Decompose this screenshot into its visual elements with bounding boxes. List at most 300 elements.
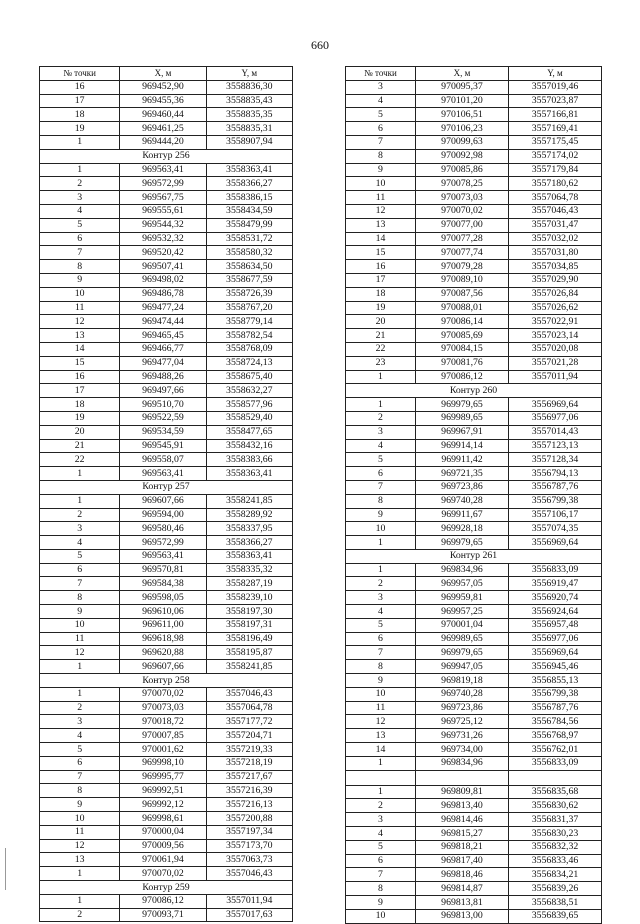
- table-row: [40, 839, 293, 853]
- table-row: [40, 398, 293, 412]
- y-coordinate-cell: 3558477,65: [206, 425, 292, 439]
- table-row: [346, 646, 602, 660]
- contour-label: Контур 259: [40, 881, 293, 895]
- point-number-cell: 7: [40, 577, 120, 591]
- contour-label: Контур 257: [40, 480, 293, 494]
- table-row: [40, 384, 293, 398]
- y-coordinate-cell: 3557020,08: [509, 342, 602, 356]
- x-coordinate-cell: 969818,21: [416, 840, 509, 854]
- y-coordinate-cell: 3557014,43: [509, 425, 602, 439]
- header-y: Y, м: [509, 67, 602, 81]
- y-coordinate-cell: 3557021,28: [509, 356, 602, 370]
- x-coordinate-cell: 969817,40: [416, 854, 509, 868]
- x-coordinate-cell: 969740,28: [416, 494, 509, 508]
- table-row: [40, 425, 293, 439]
- point-number-cell: 2: [40, 908, 120, 922]
- y-coordinate-cell: 3557218,19: [206, 756, 292, 770]
- point-number-cell: 18: [40, 398, 120, 412]
- table-row: [346, 508, 602, 522]
- x-coordinate-cell: 970101,20: [416, 94, 509, 108]
- point-number-cell: 12: [346, 715, 416, 729]
- y-coordinate-cell: 3558836,30: [206, 80, 292, 94]
- y-coordinate-cell: 3556830,62: [509, 799, 602, 813]
- y-coordinate-cell: 3557166,81: [509, 108, 602, 122]
- point-number-cell: 7: [346, 135, 416, 149]
- table-row: [346, 687, 602, 701]
- y-coordinate-cell: 3558677,59: [206, 273, 292, 287]
- table-row: [40, 577, 293, 591]
- point-number-cell: 22: [346, 342, 416, 356]
- table-row: [346, 840, 602, 854]
- table-row: [346, 756, 602, 770]
- y-coordinate-cell: 3557173,70: [206, 839, 292, 853]
- y-coordinate-cell: 3556835,68: [509, 785, 602, 799]
- table-row: [40, 715, 293, 729]
- point-number-cell: 13: [40, 329, 120, 343]
- y-coordinate-cell: 3558634,50: [206, 260, 292, 274]
- empty-cell: [416, 770, 509, 785]
- y-coordinate-cell: 3557179,84: [509, 163, 602, 177]
- point-number-cell: 17: [40, 94, 120, 108]
- coordinates-table-left: [39, 66, 293, 922]
- table-row: [40, 894, 293, 908]
- table-row: [346, 398, 602, 412]
- table-row: [40, 467, 293, 481]
- y-coordinate-cell: 3558529,40: [206, 411, 292, 425]
- table-row: [346, 715, 602, 729]
- margin-line: [5, 848, 6, 890]
- x-coordinate-cell: 970077,28: [416, 232, 509, 246]
- table-row: [40, 701, 293, 715]
- y-coordinate-cell: 3558241,85: [206, 660, 292, 674]
- contour-header-row: [40, 674, 293, 688]
- table-row: [40, 563, 293, 577]
- x-coordinate-cell: 969532,32: [120, 232, 206, 246]
- point-number-cell: 1: [346, 756, 416, 770]
- table-row: [346, 356, 602, 370]
- x-coordinate-cell: 969992,12: [120, 798, 206, 812]
- point-number-cell: 8: [346, 494, 416, 508]
- x-coordinate-cell: 969979,65: [416, 646, 509, 660]
- table-row: [346, 577, 602, 591]
- point-number-cell: 3: [40, 522, 120, 536]
- point-number-cell: 6: [346, 854, 416, 868]
- y-coordinate-cell: 3557175,45: [509, 135, 602, 149]
- y-coordinate-cell: 3557046,43: [206, 867, 292, 881]
- y-coordinate-cell: 3557046,43: [206, 687, 292, 701]
- y-coordinate-cell: 3558335,32: [206, 563, 292, 577]
- x-coordinate-cell: 969611,00: [120, 618, 206, 632]
- x-coordinate-cell: 969914,14: [416, 439, 509, 453]
- table-row: [40, 632, 293, 646]
- table-row: [346, 218, 602, 232]
- x-coordinate-cell: 969461,25: [120, 122, 206, 136]
- x-coordinate-cell: 969723,86: [416, 701, 509, 715]
- table-row: [346, 729, 602, 743]
- point-number-cell: 14: [40, 342, 120, 356]
- point-number-cell: 1: [346, 785, 416, 799]
- y-coordinate-cell: 3558197,30: [206, 605, 292, 619]
- x-coordinate-cell: 969572,99: [120, 536, 206, 550]
- table-row: [346, 494, 602, 508]
- point-number-cell: 13: [346, 729, 416, 743]
- y-coordinate-cell: 3557123,13: [509, 439, 602, 453]
- point-number-cell: 1: [346, 563, 416, 577]
- x-coordinate-cell: 969979,65: [416, 398, 509, 412]
- point-number-cell: 18: [40, 108, 120, 122]
- point-number-cell: 9: [40, 273, 120, 287]
- y-coordinate-cell: 3556969,64: [509, 398, 602, 412]
- x-coordinate-cell: 969967,91: [416, 425, 509, 439]
- point-number-cell: 7: [346, 480, 416, 494]
- y-coordinate-cell: 3558835,43: [206, 94, 292, 108]
- y-coordinate-cell: 3556920,74: [509, 591, 602, 605]
- table-row: [40, 287, 293, 301]
- y-coordinate-cell: 3557022,91: [509, 315, 602, 329]
- table-row: [346, 632, 602, 646]
- x-coordinate-cell: 969734,00: [416, 743, 509, 757]
- table-row: [40, 853, 293, 867]
- x-coordinate-cell: 969813,81: [416, 896, 509, 910]
- y-coordinate-cell: 3557023,87: [509, 94, 602, 108]
- table-row: [346, 522, 602, 536]
- point-number-cell: 16: [40, 80, 120, 94]
- point-number-cell: 6: [346, 467, 416, 481]
- point-number-cell: 8: [40, 591, 120, 605]
- x-coordinate-cell: 969567,75: [120, 191, 206, 205]
- y-coordinate-cell: 3557128,34: [509, 453, 602, 467]
- x-coordinate-cell: 969563,41: [120, 549, 206, 563]
- table-row: [346, 453, 602, 467]
- point-number-cell: 1: [40, 660, 120, 674]
- point-number-cell: 10: [346, 177, 416, 191]
- table-row: [40, 549, 293, 563]
- x-coordinate-cell: 970084,15: [416, 342, 509, 356]
- table-row: [40, 508, 293, 522]
- point-number-cell: 3: [40, 715, 120, 729]
- x-coordinate-cell: 969607,66: [120, 660, 206, 674]
- table-row: [346, 882, 602, 896]
- y-coordinate-cell: 3558675,40: [206, 370, 292, 384]
- table-row: [346, 868, 602, 882]
- x-coordinate-cell: 969834,96: [416, 756, 509, 770]
- table-row: [346, 122, 602, 136]
- table-row: [40, 522, 293, 536]
- y-coordinate-cell: 3557174,02: [509, 149, 602, 163]
- table-row: [346, 854, 602, 868]
- x-coordinate-cell: 969809,81: [416, 785, 509, 799]
- y-coordinate-cell: 3558386,15: [206, 191, 292, 205]
- table-row: [40, 536, 293, 550]
- table-row: [346, 370, 602, 384]
- x-coordinate-cell: 969474,44: [120, 315, 206, 329]
- table-row: [346, 177, 602, 191]
- point-number-cell: 2: [346, 411, 416, 425]
- x-coordinate-cell: 969486,78: [120, 287, 206, 301]
- table-row: [40, 342, 293, 356]
- y-coordinate-cell: 3558767,20: [206, 301, 292, 315]
- table-row: [346, 439, 602, 453]
- point-number-cell: 4: [346, 439, 416, 453]
- table-row: [346, 480, 602, 494]
- point-number-cell: 17: [346, 273, 416, 287]
- point-number-cell: 2: [40, 508, 120, 522]
- x-coordinate-cell: 970018,72: [120, 715, 206, 729]
- point-number-cell: 4: [40, 729, 120, 743]
- table-row: [40, 591, 293, 605]
- x-coordinate-cell: 969815,27: [416, 827, 509, 841]
- y-coordinate-cell: 3556833,46: [509, 854, 602, 868]
- header-x: X, м: [120, 67, 206, 81]
- point-number-cell: 19: [40, 122, 120, 136]
- table-row: [346, 660, 602, 674]
- point-number-cell: 13: [346, 218, 416, 232]
- point-number-cell: 10: [40, 618, 120, 632]
- x-coordinate-cell: 969455,36: [120, 94, 206, 108]
- table-row: [40, 163, 293, 177]
- x-coordinate-cell: 969477,24: [120, 301, 206, 315]
- x-coordinate-cell: 969959,81: [416, 591, 509, 605]
- table-row: [40, 94, 293, 108]
- point-number-cell: 22: [40, 453, 120, 467]
- x-coordinate-cell: 970077,74: [416, 246, 509, 260]
- table-row: [40, 494, 293, 508]
- table-row: [40, 687, 293, 701]
- point-number-cell: 5: [346, 108, 416, 122]
- table-row: [346, 260, 602, 274]
- contour-label: Контур 260: [346, 384, 602, 398]
- table-row: [346, 743, 602, 757]
- point-number-cell: 23: [346, 356, 416, 370]
- x-coordinate-cell: 969814,87: [416, 882, 509, 896]
- point-number-cell: 4: [346, 94, 416, 108]
- y-coordinate-cell: 3556977,06: [509, 632, 602, 646]
- x-coordinate-cell: 969928,18: [416, 522, 509, 536]
- y-coordinate-cell: 3558366,27: [206, 177, 292, 191]
- point-number-cell: 12: [40, 839, 120, 853]
- contour-label: Контур 261: [346, 549, 602, 563]
- table-row: [40, 218, 293, 232]
- contour-header-row: [346, 384, 602, 398]
- y-coordinate-cell: 3557046,43: [509, 204, 602, 218]
- table-row: [40, 315, 293, 329]
- table-row: [40, 439, 293, 453]
- point-number-cell: 17: [40, 384, 120, 398]
- x-coordinate-cell: 969834,96: [416, 563, 509, 577]
- point-number-cell: 5: [40, 743, 120, 757]
- point-number-cell: 12: [346, 204, 416, 218]
- x-coordinate-cell: 970073,03: [416, 191, 509, 205]
- y-coordinate-cell: 3558241,85: [206, 494, 292, 508]
- table-row: [40, 825, 293, 839]
- point-number-cell: 4: [40, 204, 120, 218]
- table-row: [40, 618, 293, 632]
- page-number: 660: [311, 38, 329, 52]
- x-coordinate-cell: 969488,26: [120, 370, 206, 384]
- point-number-cell: 19: [40, 411, 120, 425]
- x-coordinate-cell: 969497,66: [120, 384, 206, 398]
- x-coordinate-cell: 969522,59: [120, 411, 206, 425]
- x-coordinate-cell: 969620,88: [120, 646, 206, 660]
- y-coordinate-cell: 3557023,14: [509, 329, 602, 343]
- point-number-cell: 10: [346, 909, 416, 923]
- x-coordinate-cell: 969995,77: [120, 770, 206, 784]
- point-number-cell: 11: [40, 301, 120, 315]
- y-coordinate-cell: 3557169,41: [509, 122, 602, 136]
- table-row: [40, 908, 293, 922]
- y-coordinate-cell: 3557032,02: [509, 232, 602, 246]
- y-coordinate-cell: 3558366,27: [206, 536, 292, 550]
- point-number-cell: 5: [346, 618, 416, 632]
- y-coordinate-cell: 3558779,14: [206, 315, 292, 329]
- point-number-cell: 9: [346, 508, 416, 522]
- point-number-cell: 13: [40, 853, 120, 867]
- y-coordinate-cell: 3558337,95: [206, 522, 292, 536]
- x-coordinate-cell: 969563,41: [120, 163, 206, 177]
- y-coordinate-cell: 3558835,35: [206, 108, 292, 122]
- point-number-cell: 4: [346, 827, 416, 841]
- x-coordinate-cell: 969580,46: [120, 522, 206, 536]
- point-number-cell: 7: [346, 646, 416, 660]
- y-coordinate-cell: 3557074,35: [509, 522, 602, 536]
- point-number-cell: 3: [346, 591, 416, 605]
- point-number-cell: 18: [346, 287, 416, 301]
- table-row: [40, 191, 293, 205]
- x-coordinate-cell: 969563,41: [120, 467, 206, 481]
- table-row: [346, 301, 602, 315]
- point-number-cell: 4: [346, 605, 416, 619]
- y-coordinate-cell: 3558239,10: [206, 591, 292, 605]
- point-number-cell: 12: [40, 646, 120, 660]
- point-number-cell: 1: [40, 687, 120, 701]
- y-coordinate-cell: 3556787,76: [509, 701, 602, 715]
- x-coordinate-cell: 970070,02: [120, 687, 206, 701]
- point-number-cell: 5: [40, 549, 120, 563]
- point-number-cell: 2: [40, 177, 120, 191]
- point-number-cell: 11: [40, 632, 120, 646]
- x-coordinate-cell: 969607,66: [120, 494, 206, 508]
- y-coordinate-cell: 3558289,92: [206, 508, 292, 522]
- x-coordinate-cell: 970086,12: [416, 370, 509, 384]
- y-coordinate-cell: 3558432,16: [206, 439, 292, 453]
- table-row: [346, 135, 602, 149]
- table-row: [40, 232, 293, 246]
- table-row: [346, 204, 602, 218]
- y-coordinate-cell: 3556762,01: [509, 743, 602, 757]
- point-number-cell: 2: [40, 701, 120, 715]
- table-row: [346, 329, 602, 343]
- point-number-cell: 1: [40, 135, 120, 149]
- point-number-cell: 3: [346, 425, 416, 439]
- y-coordinate-cell: 3558726,39: [206, 287, 292, 301]
- point-number-cell: 2: [346, 577, 416, 591]
- table-row: [346, 909, 602, 923]
- y-coordinate-cell: 3556799,38: [509, 687, 602, 701]
- y-coordinate-cell: 3556768,97: [509, 729, 602, 743]
- point-number-cell: 19: [346, 301, 416, 315]
- x-coordinate-cell: 969819,18: [416, 674, 509, 688]
- y-coordinate-cell: 3558196,49: [206, 632, 292, 646]
- y-coordinate-cell: 3558434,59: [206, 204, 292, 218]
- table-row: [40, 729, 293, 743]
- x-coordinate-cell: 970092,98: [416, 149, 509, 163]
- contour-label: Контур 258: [40, 674, 293, 688]
- table-row: [346, 536, 602, 550]
- x-coordinate-cell: 970086,14: [416, 315, 509, 329]
- x-coordinate-cell: 969813,40: [416, 799, 509, 813]
- table-row: [40, 260, 293, 274]
- contour-header-row: [40, 480, 293, 494]
- table-row: [346, 149, 602, 163]
- table-row: [346, 591, 602, 605]
- table-row: [40, 798, 293, 812]
- empty-cell: [346, 770, 416, 785]
- y-coordinate-cell: 3558363,41: [206, 549, 292, 563]
- y-coordinate-cell: 3558363,41: [206, 467, 292, 481]
- point-number-cell: 11: [346, 701, 416, 715]
- y-coordinate-cell: 3558479,99: [206, 218, 292, 232]
- table-row: [346, 896, 602, 910]
- y-coordinate-cell: 3556784,56: [509, 715, 602, 729]
- table-row: [346, 785, 602, 799]
- x-coordinate-cell: 969911,67: [416, 508, 509, 522]
- point-number-cell: 5: [346, 453, 416, 467]
- x-coordinate-cell: 969992,51: [120, 784, 206, 798]
- point-number-cell: 14: [346, 232, 416, 246]
- y-coordinate-cell: 3557031,80: [509, 246, 602, 260]
- x-coordinate-cell: 969989,65: [416, 411, 509, 425]
- x-coordinate-cell: 969520,42: [120, 246, 206, 260]
- x-coordinate-cell: 969460,44: [120, 108, 206, 122]
- table-row: [346, 813, 602, 827]
- table-row: [40, 135, 293, 149]
- y-coordinate-cell: 3556833,09: [509, 756, 602, 770]
- y-coordinate-cell: 3557219,33: [206, 743, 292, 757]
- table-row: [346, 163, 602, 177]
- table-row: [40, 80, 293, 94]
- y-coordinate-cell: 3556831,37: [509, 813, 602, 827]
- x-coordinate-cell: 969911,42: [416, 453, 509, 467]
- table-row: [346, 701, 602, 715]
- y-coordinate-cell: 3556969,64: [509, 646, 602, 660]
- point-number-cell: 1: [346, 398, 416, 412]
- y-coordinate-cell: 3556919,47: [509, 577, 602, 591]
- point-number-cell: 21: [346, 329, 416, 343]
- y-coordinate-cell: 3558383,66: [206, 453, 292, 467]
- table-row: [40, 411, 293, 425]
- point-number-cell: 8: [346, 149, 416, 163]
- table-row: [40, 370, 293, 384]
- table-row: [346, 425, 602, 439]
- y-coordinate-cell: 3556839,26: [509, 882, 602, 896]
- table-row: [346, 94, 602, 108]
- x-coordinate-cell: 970009,56: [120, 839, 206, 853]
- table-row: [40, 453, 293, 467]
- x-coordinate-cell: 969731,26: [416, 729, 509, 743]
- x-coordinate-cell: 970061,94: [120, 853, 206, 867]
- x-coordinate-cell: 969477,04: [120, 356, 206, 370]
- x-coordinate-cell: 969555,61: [120, 204, 206, 218]
- table-row: [346, 287, 602, 301]
- x-coordinate-cell: 970007,85: [120, 729, 206, 743]
- table-row: [346, 191, 602, 205]
- point-number-cell: 9: [346, 674, 416, 688]
- y-coordinate-cell: 3557034,85: [509, 260, 602, 274]
- x-coordinate-cell: 970085,69: [416, 329, 509, 343]
- y-coordinate-cell: 3556834,21: [509, 868, 602, 882]
- header-y: Y, м: [206, 67, 292, 81]
- x-coordinate-cell: 969998,61: [120, 812, 206, 826]
